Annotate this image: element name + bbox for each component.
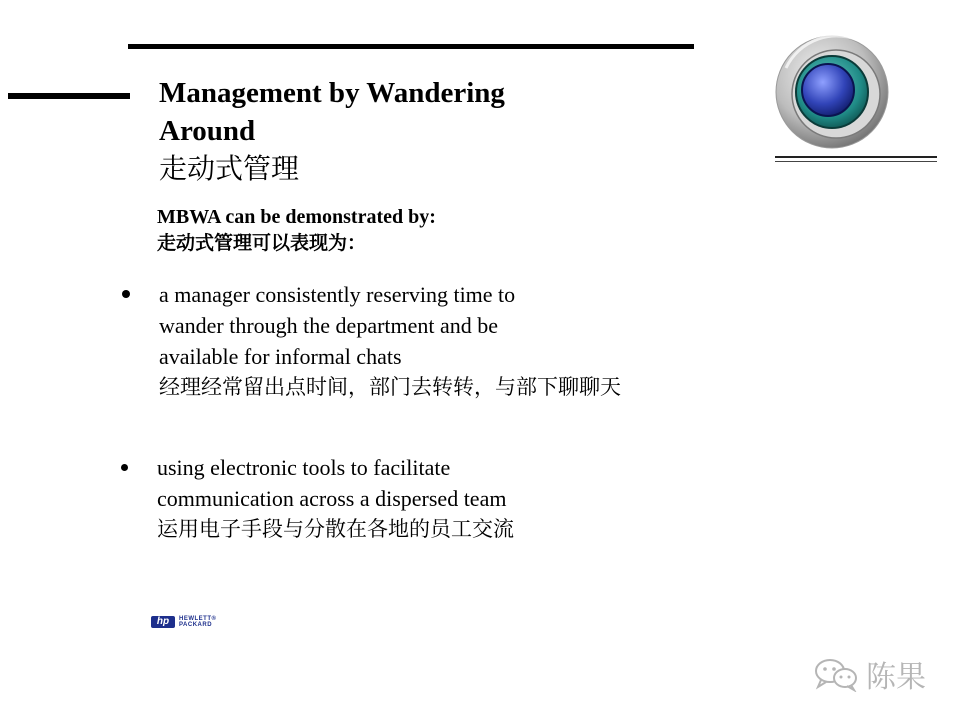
- wechat-icon: [812, 656, 860, 692]
- bullet-1-line-2: wander through the department and be: [159, 313, 499, 338]
- bullet-1-line-1: a manager consistently reserving time to: [159, 282, 516, 307]
- hp-logo-line-2: PACKARD: [179, 622, 213, 628]
- left-rule: [8, 93, 130, 99]
- subheading-en: MBWA can be demonstrated by:: [157, 206, 436, 228]
- bullet-dot: [122, 290, 130, 298]
- bullet-1-line-cn: 经理经常留出点时间，部门去转转，与部下聊聊天: [159, 375, 621, 399]
- watermark-text: 陈果: [866, 660, 926, 695]
- title-line-1: Management by Wandering: [159, 77, 505, 109]
- logo-rule-upper: [775, 156, 937, 158]
- bullet-item: [157, 452, 514, 545]
- subheading: [157, 204, 436, 256]
- hp-logo-mark: hp: [151, 616, 175, 628]
- subheading-cn: 走动式管理可以表现为：: [157, 232, 367, 254]
- bullet-2-line-1: using electronic tools to facilitate: [157, 455, 451, 480]
- hp-logo-text: [179, 616, 216, 628]
- bullet-2-line-2: communication across a dispersed team: [157, 486, 507, 511]
- title-line-2: Around: [159, 115, 256, 147]
- hp-logo: [151, 616, 216, 628]
- logo-rule-lower: [775, 161, 937, 162]
- hp-logo-line-1: HEWLETT®: [179, 616, 217, 622]
- circular-logo-icon: [772, 28, 896, 158]
- top-rule: [128, 44, 694, 49]
- bullet-dot: [121, 464, 128, 471]
- slide-title: [159, 74, 505, 188]
- watermark: [812, 652, 926, 696]
- bullet-1-line-3: available for informal chats: [159, 344, 402, 369]
- bullet-2-line-cn: 运用电子手段与分散在各地的员工交流: [157, 517, 514, 541]
- title-line-cn: 走动式管理: [159, 152, 300, 185]
- bullet-item: [159, 279, 621, 403]
